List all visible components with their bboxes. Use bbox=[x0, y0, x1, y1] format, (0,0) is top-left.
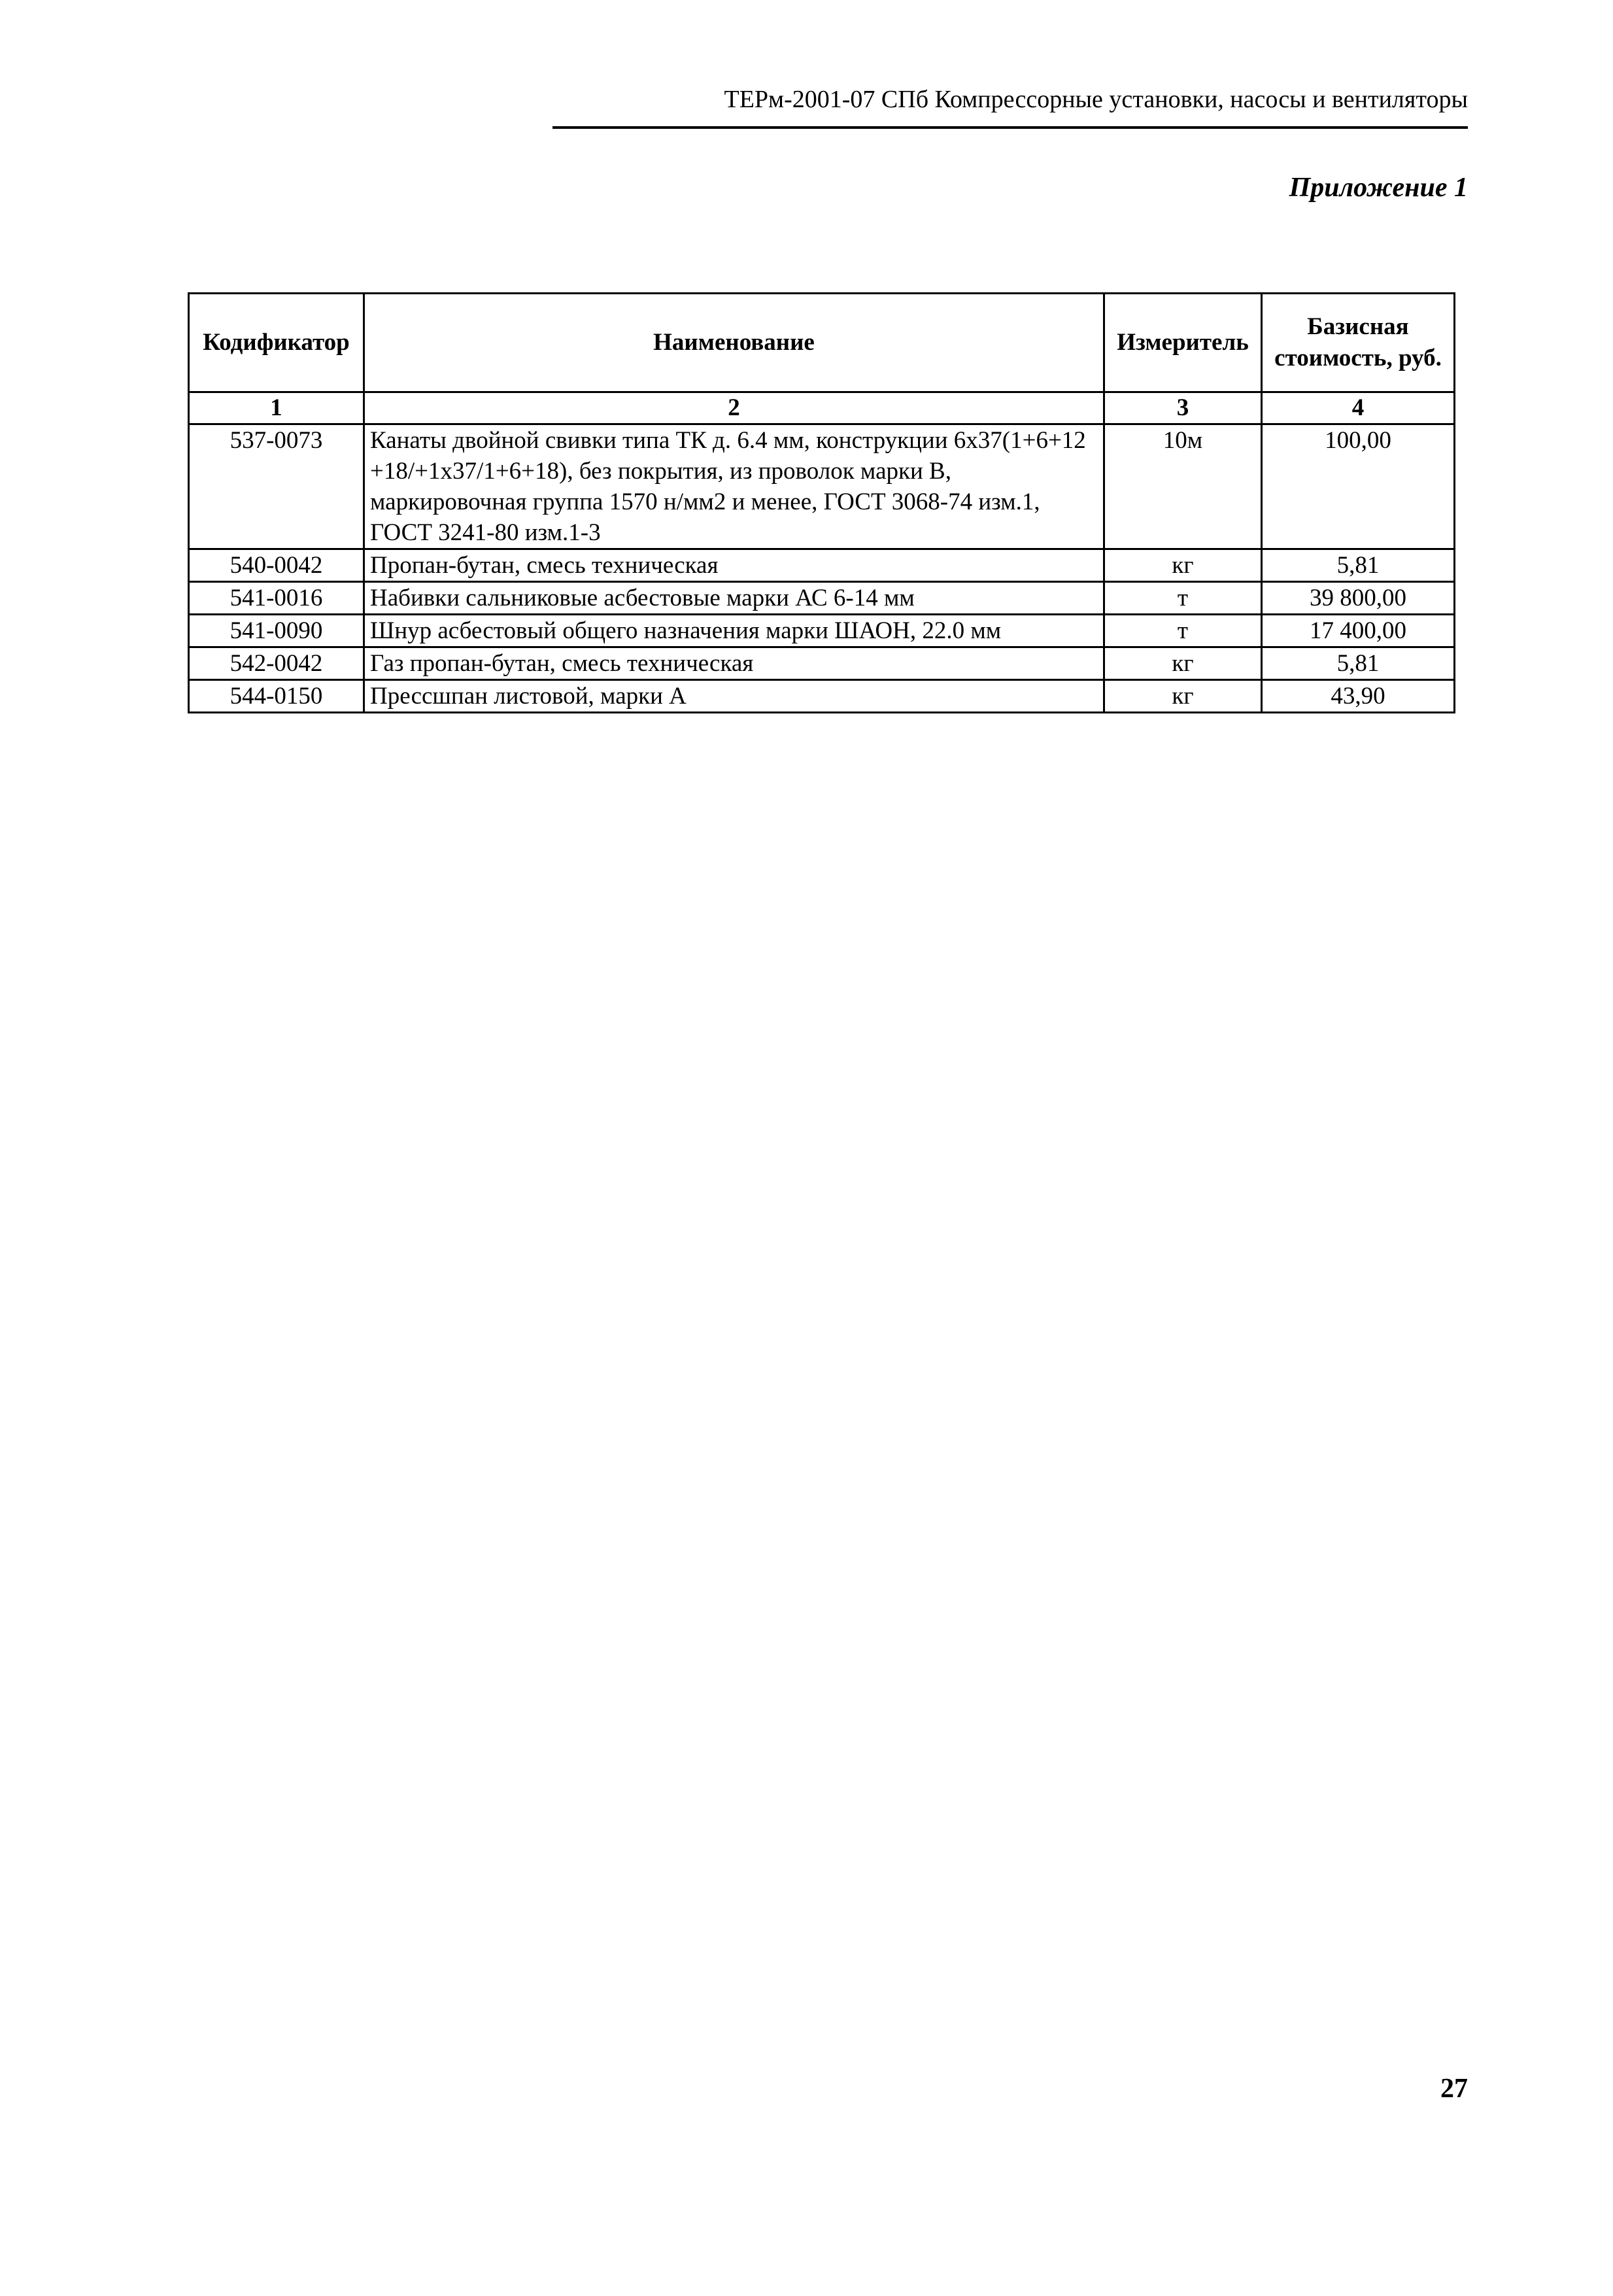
column-number-row bbox=[189, 392, 1455, 424]
cell-name: Прессшпан листовой, марки А bbox=[364, 680, 1104, 713]
cell-name: Газ пропан-бутан, смесь техническая bbox=[364, 647, 1104, 680]
cell-price: 39 800,00 bbox=[1262, 582, 1455, 615]
cell-unit: т bbox=[1104, 582, 1262, 615]
table-row bbox=[189, 680, 1455, 713]
cell-name: Пропан-бутан, смесь техническая bbox=[364, 549, 1104, 582]
column-number-name: 2 bbox=[364, 392, 1104, 424]
table-row bbox=[189, 582, 1455, 615]
cell-price: 17 400,00 bbox=[1262, 615, 1455, 647]
header-code: Кодификатор bbox=[189, 294, 364, 392]
column-number-price: 4 bbox=[1262, 392, 1455, 424]
cell-name: Канаты двойной свивки типа ТК д. 6.4 мм, конструкции 6х37(1+6+12 +18/+1х37/1+6+18), без покрытия, из проволок марки В, маркировочная группа 1570 н/мм2 и менее, ГОСТ 3068-74 изм.1, ГОСТ 3241-80 изм.1-3 bbox=[364, 424, 1104, 549]
header-divider bbox=[552, 126, 1468, 129]
column-number-code: 1 bbox=[189, 392, 364, 424]
cell-code: 537-0073 bbox=[189, 424, 364, 549]
column-number-unit: 3 bbox=[1104, 392, 1262, 424]
cell-code: 541-0016 bbox=[189, 582, 364, 615]
header-name: Наименование bbox=[364, 294, 1104, 392]
cell-price: 5,81 bbox=[1262, 647, 1455, 680]
page-number: 27 bbox=[1440, 2074, 1468, 2104]
cell-name: Шнур асбестовый общего назначения марки ШАОН, 22.0 мм bbox=[364, 615, 1104, 647]
table-row bbox=[189, 615, 1455, 647]
cell-unit: 10м bbox=[1104, 424, 1262, 549]
cell-unit: кг bbox=[1104, 549, 1262, 582]
cell-price: 100,00 bbox=[1262, 424, 1455, 549]
cell-code: 544-0150 bbox=[189, 680, 364, 713]
table-row bbox=[189, 424, 1455, 549]
cell-code: 541-0090 bbox=[189, 615, 364, 647]
table-row bbox=[189, 549, 1455, 582]
header-price: Базисная стоимость, руб. bbox=[1262, 294, 1455, 392]
table-row bbox=[189, 647, 1455, 680]
table-header-row bbox=[189, 294, 1455, 392]
cell-name: Набивки сальниковые асбестовые марки АС 6-14 мм bbox=[364, 582, 1104, 615]
cell-code: 542-0042 bbox=[189, 647, 364, 680]
appendix-label: Приложение 1 bbox=[1289, 173, 1468, 203]
cell-code: 540-0042 bbox=[189, 549, 364, 582]
price-table bbox=[188, 292, 1455, 713]
cell-price: 43,90 bbox=[1262, 680, 1455, 713]
header-unit: Измеритель bbox=[1104, 294, 1262, 392]
document-header-title: ТЕРм-2001-07 СПб Компрессорные установки, насосы и вентиляторы bbox=[724, 86, 1468, 113]
cell-unit: кг bbox=[1104, 680, 1262, 713]
cell-unit: т bbox=[1104, 615, 1262, 647]
cell-unit: кг bbox=[1104, 647, 1262, 680]
cell-price: 5,81 bbox=[1262, 549, 1455, 582]
